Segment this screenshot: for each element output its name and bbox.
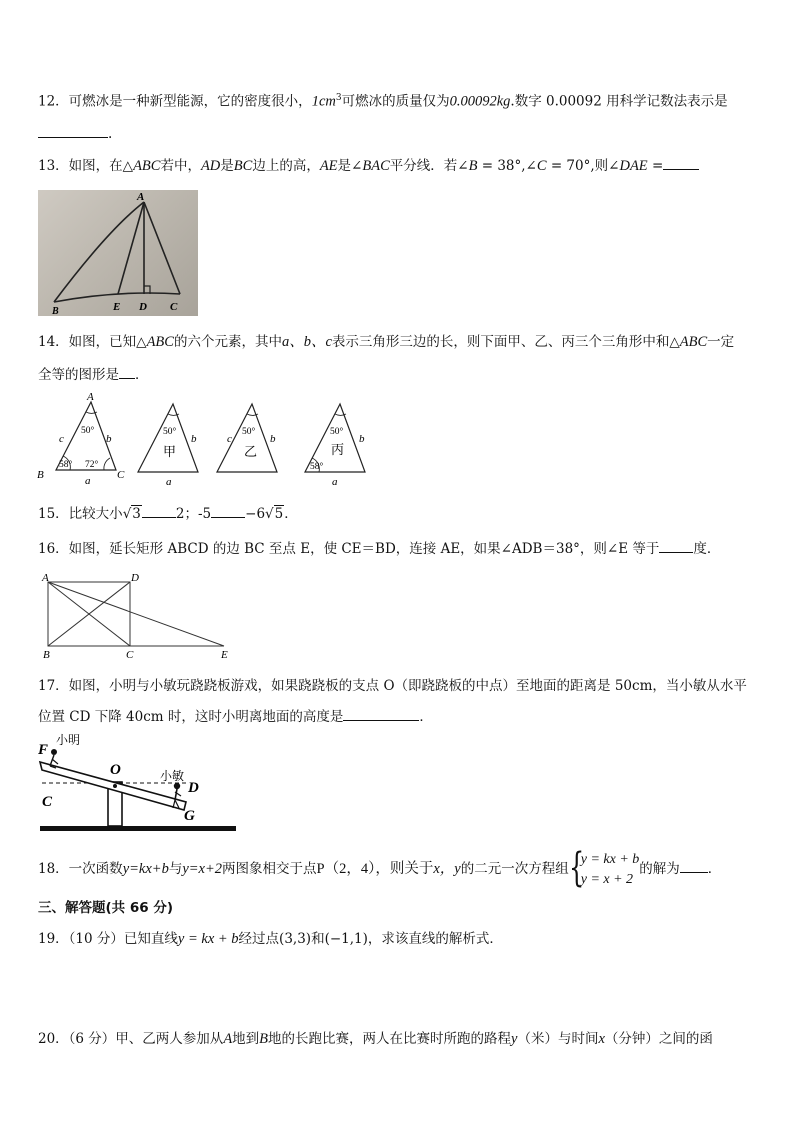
label-B: B (43, 649, 50, 660)
section-title: 三、解答题(共 66 分) (38, 900, 174, 916)
q17-line2: 位置 CD 下降 40cm 时，这时小明离地面的高度是 ． (38, 709, 433, 725)
tri-bing-side-a: a (332, 476, 338, 486)
answer-blank (659, 540, 693, 553)
label-A: A (42, 572, 49, 584)
q17-seesaw-figure (34, 728, 244, 836)
tri-yi-angle-top: 50° (242, 427, 256, 437)
tri-abc-side-a: a (85, 475, 91, 486)
tri-jia-name: 甲 (163, 445, 177, 460)
tri-bing-angle-left: 58° (310, 462, 324, 472)
tri-abc-side-b: b (106, 433, 112, 445)
q14-line1: 14．如图，已知△ABC的六个元素，其中a、b、c表示三角形三边的长，则下面甲、乙、丙三个三角形中和△ABC一定 (38, 334, 735, 350)
tri-jia-side-b: b (191, 433, 197, 445)
answer-blank (211, 505, 245, 518)
label-D: D (188, 780, 199, 796)
label-E: E (221, 649, 228, 660)
tri-abc-side-c: c (59, 433, 64, 445)
tri-abc-angle-right: 72° (85, 460, 99, 470)
tri-bing-name: 丙 (331, 443, 345, 458)
label-C: C (42, 794, 53, 810)
tri-yi-name: 乙 (244, 445, 258, 460)
q12-line1: 12．可燃冰是一种新型能源，它的密度很小，$1cm^3$可燃冰的质量仅为0.00092kg.数字 0.00092 用科学记数法表示是 (38, 93, 728, 110)
q14-triangles-figure (34, 390, 384, 486)
label-C: C (170, 301, 178, 313)
label-D: D (139, 301, 147, 313)
q15-text: 15．比较大小√3 2；-5 −6√5． (38, 506, 298, 522)
answer-blank (680, 860, 708, 873)
sqrt-5: √5 (265, 506, 284, 522)
q12-line2: . (38, 125, 112, 143)
sqrt-3: √3 (122, 506, 141, 522)
tri-bing-side-b: b (359, 433, 365, 445)
q16-rectangle-figure (38, 572, 238, 660)
q18-text: 18．一次函数y=kx+b与y=x+2两图象相交于点P（2，4），则关于x，y的二元一次方程组 { y = kx + b y = x + 2 的解为 ． (38, 844, 722, 891)
label-A: A (137, 191, 145, 203)
answer-blank (142, 505, 176, 518)
label-C: C (126, 649, 134, 660)
label-B: B (52, 306, 59, 316)
label-E: E (113, 301, 121, 313)
q14-line2: 全等的图形是 ． (38, 367, 149, 383)
q13-figure-photo (38, 190, 198, 316)
tri-yi-side-b: b (270, 433, 276, 445)
tri-abc-angle-top: 50° (81, 426, 95, 436)
label-xiaomin: 小敏 (160, 769, 185, 783)
tri-abc-label-C: C (117, 469, 125, 481)
q20-text: 20．（6 分）甲、乙两人参加从A地到B地的长跑比赛，两人在比赛时所跑的路程y（米）与时间x（分钟）之间的函 (38, 1031, 713, 1047)
answer-blank (663, 157, 699, 170)
tri-abc-angle-left: 58° (59, 460, 73, 470)
q16-text: 16．如图，延长矩形 ABCD 的边 BC 至点 E，使 CE＝BD，连接 AE，如果∠ADB＝38°，则∠E 等于 度． (38, 541, 721, 557)
label-F: F (38, 742, 49, 758)
answer-blank (343, 708, 419, 721)
label-xiaoming: 小明 (56, 733, 81, 747)
q13-triangle-diagram (38, 190, 198, 316)
label-G: G (184, 808, 195, 824)
q13-text: 13．如图，在△ABC若中，AD是BC边上的高，AE是∠BAC平分线．若∠B = 38°,∠C = 70°,则∠DAE = (38, 157, 699, 175)
tri-abc-label-B: B (37, 469, 44, 481)
answer-blank (38, 125, 108, 138)
label-O: O (110, 762, 121, 778)
tri-jia-angle-top: 50° (163, 427, 177, 437)
label-D: D (131, 572, 139, 584)
q19-text: 19．（10 分）已知直线y = kx + b经过点(3,3)和(−1,1)，求该直线的解析式． (38, 931, 503, 947)
equation-system: { y = kx + b y = x + 2 (568, 844, 640, 891)
q17-line1: 17．如图，小明与小敏玩跷跷板游戏，如果跷跷板的支点 O（即跷跷板的中点）至地面的距离是 50cm，当小敏从水平 (38, 678, 747, 694)
tri-bing-angle-top: 50° (330, 427, 344, 437)
tri-yi-side-c: c (227, 433, 232, 445)
tri-jia-side-a: a (166, 476, 172, 486)
answer-blank (119, 366, 135, 379)
tri-abc-label-A: A (87, 391, 94, 403)
